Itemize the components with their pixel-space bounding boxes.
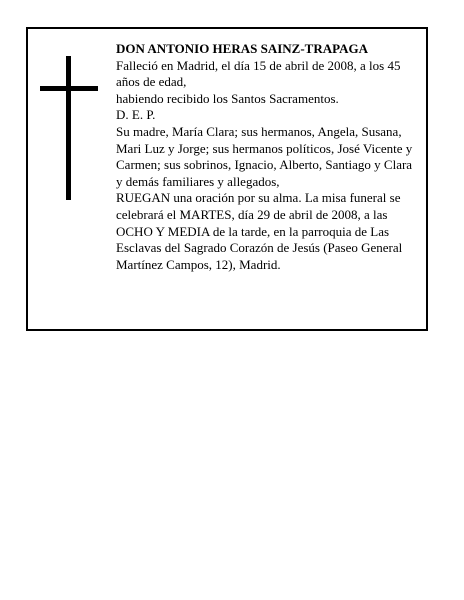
obituary-notice (26, 27, 428, 331)
cross-icon (40, 56, 98, 200)
family-list: Su madre, María Clara; sus hermanos, Angela, Susana, Mari Luz y Jorge; sus hermanos políticos, José Vicente y Carmen; sus sobrinos, Ignacio, Alberto, Santiago y Clara y demás familiares y allegados, (116, 123, 413, 189)
deceased-name: DON ANTONIO HERAS SAINZ-TRAPAGA (116, 41, 368, 56)
rip-line: D. E. P. (116, 107, 156, 123)
cross-horizontal-bar (40, 86, 98, 91)
death-announcement: Falleció en Madrid, el día 15 de abril de 2008, a los 45 años de edad, (116, 57, 401, 90)
notice-body (116, 41, 421, 273)
cross-vertical-bar (66, 56, 71, 200)
funeral-details: RUEGAN una oración por su alma. La misa funeral se celebrará el MARTES, día 29 de abril de 2008, a las OCHO Y MEDIA de la tarde, en la parroquia de Las Esclavas del Sagrado Corazón de Jesús (Paseo General Martínez Campos, 12), Madrid. (116, 190, 403, 272)
sacraments-note: habiendo recibido los Santos Sacramentos. (116, 90, 339, 106)
